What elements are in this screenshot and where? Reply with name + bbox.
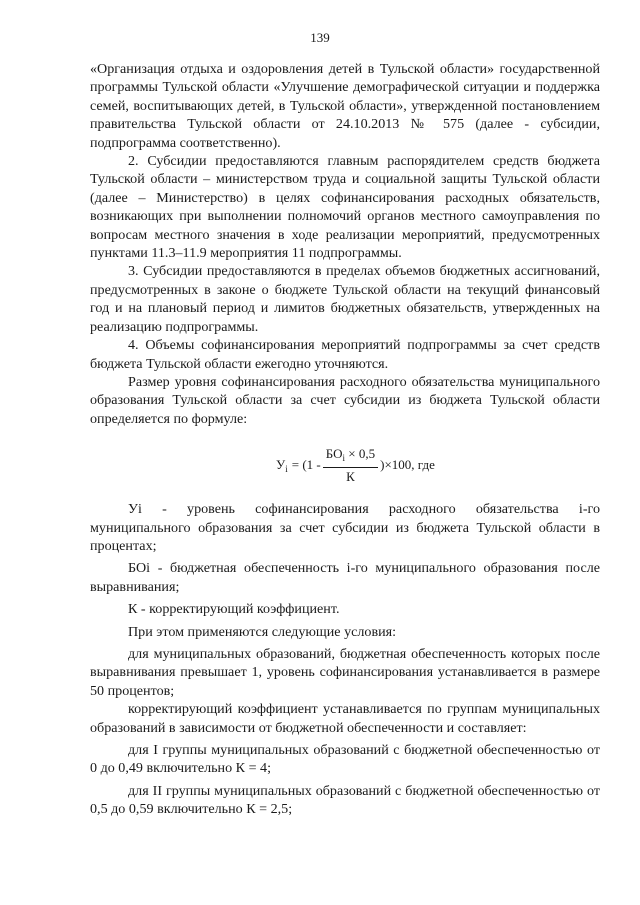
paragraph-12: для I группы муниципальных образований с бюджетной обеспеченностью от 0 до 0,49 включительно К = 4;	[90, 742, 600, 777]
paragraph-2: 2. Субсидии предоставляются главным распорядителем средств бюджета Тульской области – министерством труда и социальной защиты Тульской области (далее – Министерство) в целях софинансирования расходных обязательств, возникающих при выполнении полномочий органов местного самоуправления по вопросам местного значения в ходе реализации мероприятий, предусмотренных пунктами 11.3–11.9 мероприятия 11 подпрограммы.	[90, 153, 600, 262]
page-number: 139	[310, 30, 330, 45]
paragraph-3: 3. Субсидии предоставляются в пределах объемов бюджетных ассигнований, предусмотренных в законе о бюджете Тульской области на текущий финансовый год и на плановый период и лимитов бюджетных обязательств, утвержденных на реализацию подпрограммы.	[90, 263, 600, 335]
paragraph-7: БОi - бюджетная обеспеченность i-го муниципального образования после выравнивания;	[90, 560, 600, 595]
formula-denominator: К	[346, 469, 355, 485]
paragraph-9: При этом применяются следующие условия:	[128, 623, 397, 640]
paragraph-13: для II группы муниципальных образований с бюджетной обеспеченностью от 0,5 до 0,59 включительно К = 2,5;	[90, 782, 600, 818]
formula-fraction	[323, 446, 378, 484]
document-body	[90, 60, 600, 819]
formula-expression	[276, 446, 435, 484]
paragraph-5: Размер уровня софинансирования расходного обязательства муниципального образования Тульской области за счет субсидии из бюджета Тульской области определяется по формуле:	[90, 373, 600, 427]
paragraph-11: корректирующий коэффициент устанавливается по группам муниципальных образований в зависимости от бюджетной обеспеченности и составляет:	[90, 701, 600, 736]
formula	[90, 436, 600, 494]
paragraph-8: К - корректирующий коэффициент.	[128, 601, 340, 618]
formula-lhs: $У_i$	[276, 456, 288, 474]
paragraph-10: для муниципальных образований, бюджетная обеспеченность которых после выравнивания превышает 1, уровень софинансирования устанавливается в размере 50 процентов;	[90, 645, 600, 699]
paragraph-1: «Организация отдыха и оздоровления детей в Тульской области» государственной программы Тульской области «Улучшение демографической ситуации и поддержка семей, воспитывающих детей, в Тульской области», утвержденной постановлением правительства Тульской области от 24.10.2013 № 575 (далее - субсидии, подпрограмма соответственно).	[90, 61, 600, 151]
paragraph-6: Уi - уровень софинансирования расходного обязательства i-го муниципального образования за счет субсидии из бюджета Тульской области в процентах;	[90, 501, 600, 554]
paragraph-4: 4. Объемы софинансирования мероприятий подпрограммы за счет средств бюджета Тульской области ежегодно уточняются.	[90, 337, 600, 372]
formula-tail: )×100, где	[380, 457, 435, 473]
formula-eq-open: = (1 -	[291, 457, 321, 473]
formula-numerator: $БО_i \times 0,5$	[323, 446, 378, 468]
